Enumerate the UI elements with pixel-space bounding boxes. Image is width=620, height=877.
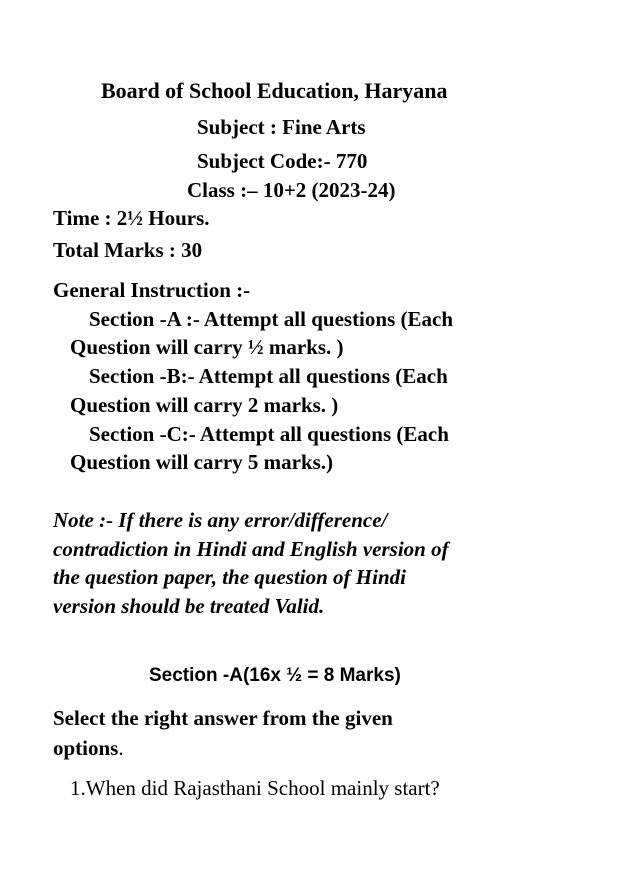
instruction-line: Section -B:- Attempt all questions (Each	[89, 364, 448, 388]
note-line: contradiction in Hindi and English version of	[53, 537, 449, 561]
question-item: 1.When did Rajasthani School mainly start?	[70, 776, 440, 800]
section-a-prompt-cont	[53, 738, 124, 759]
board-title: Board of School Education, Haryana	[101, 78, 448, 103]
instruction-line: Question will carry ½ marks. )	[70, 335, 344, 359]
instructions-heading: General Instruction :-	[53, 278, 251, 302]
note-line: version should be treated Valid.	[53, 594, 325, 618]
class-line: Class :– 10+2 (2023-24)	[187, 178, 396, 202]
section-a-prompt: Select the right answer from the given	[53, 706, 393, 730]
total-marks-line: Total Marks : 30	[53, 238, 203, 262]
instruction-line: Question will carry 5 marks.)	[70, 450, 334, 474]
prompt-period: .	[118, 736, 124, 760]
section-a-title: Section -A(16x ½ = 8 Marks)	[149, 665, 401, 686]
note-line: Note :- If there is any error/difference/	[53, 508, 388, 532]
prompt-options-word: options	[53, 736, 119, 760]
instruction-line: Section -C:- Attempt all questions (Each	[89, 422, 449, 446]
instruction-line: Question will carry 2 marks. )	[70, 393, 339, 417]
instruction-line: Section -A :- Attempt all questions (Each	[89, 307, 453, 331]
time-line: Time : 2½ Hours.	[53, 206, 210, 230]
note-line: the question paper, the question of Hindi	[53, 565, 406, 589]
subject-line: Subject : Fine Arts	[197, 115, 366, 139]
subject-code-line: Subject Code:- 770	[197, 149, 368, 173]
